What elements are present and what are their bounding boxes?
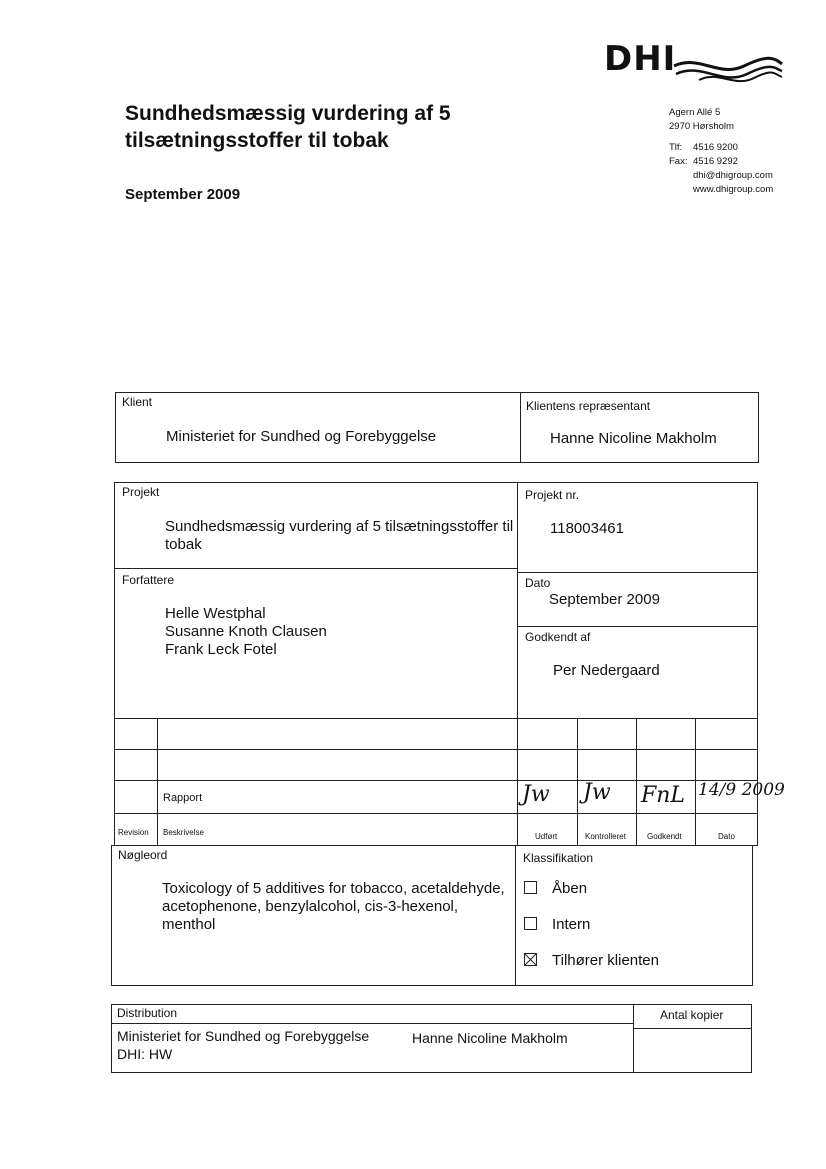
date-label: Dato [525,576,551,590]
col-description: Beskrivelse [163,828,204,837]
distribution-label: Distribution [117,1006,178,1020]
client-value: Ministeriet for Sundhed og Forebyggelse [166,428,437,445]
col-date: Dato [718,832,735,841]
date-value: September 2009 [549,591,660,608]
signature-approved: FnL [641,783,686,808]
signature-done: Jw [522,782,550,807]
project-nr-value: 118003461 [550,520,624,537]
authors-label: Forfattere [122,573,175,587]
document-date: September 2009 [125,186,241,203]
address-city: 2970 Hørsholm [669,121,734,132]
dhi-logo [604,40,784,90]
distribution-line1a: Ministeriet for Sundhed og Forebyggelse [117,1028,370,1044]
checkbox-open[interactable] [524,881,537,894]
email-value: dhi@dhigroup.com [693,170,773,181]
project-value: Sundhedsmæssig vurdering af 5 tilsætningsstoffer til tobak [165,518,514,553]
keywords-value: Toxicology of 5 additives for tobacco, acetaldehyde, acetophenone, benzylalcohol, cis-3-hexenol, menthol [162,880,505,933]
signature-checked: Jw [583,780,611,805]
option-open-label: Åben [552,880,588,897]
tlf-value: 4516 9200 [693,142,738,153]
checkbox-internal[interactable] [524,917,537,930]
wave-icon [604,40,784,90]
address-street: Agern Allé 5 [669,107,721,118]
web-value: www.dhigroup.com [693,184,774,195]
approved-label: Godkendt af [525,630,591,644]
col-done: Udført [535,832,558,841]
option-client-owned-label: Tilhører klienten [552,952,659,969]
author-3: Frank Leck Fotel [165,641,277,658]
project-nr-label: Projekt nr. [525,488,580,502]
report-row-label: Rapport [163,792,203,804]
fax-label: Fax: [669,156,688,167]
distribution-line1b: Hanne Nicoline Makholm [412,1030,568,1046]
classification-label: Klassifikation [523,851,594,865]
document-title: Sundhedsmæssig vurdering af 5 tilsætningsstoffer til tobak [125,102,451,152]
signature-date: 14/9 2009 [698,780,785,800]
fax-value: 4516 9292 [693,156,738,167]
tlf-label: Tlf: [669,142,683,153]
company-address [669,106,773,197]
keywords-label: Nøgleord [118,848,168,862]
approved-value: Per Nedergaard [553,662,660,679]
client-rep-value: Hanne Nicoline Makholm [550,430,717,447]
logo-text: DHI [604,39,677,79]
project-label: Projekt [122,485,160,499]
col-approved: Godkendt [647,832,682,841]
col-checked: Kontrolleret [585,832,626,841]
author-1: Helle Westphal [165,605,266,622]
option-internal-label: Intern [552,916,591,933]
client-label: Klient [122,395,153,409]
distribution-line2: DHI: HW [117,1046,173,1062]
client-rep-label: Klientens repræsentant [526,399,651,413]
x-mark-icon [525,954,536,965]
col-revision: Revision [118,828,149,837]
author-2: Susanne Knoth Clausen [165,623,327,640]
copies-label: Antal kopier [660,1008,724,1022]
checkbox-client-owned[interactable] [524,953,537,966]
